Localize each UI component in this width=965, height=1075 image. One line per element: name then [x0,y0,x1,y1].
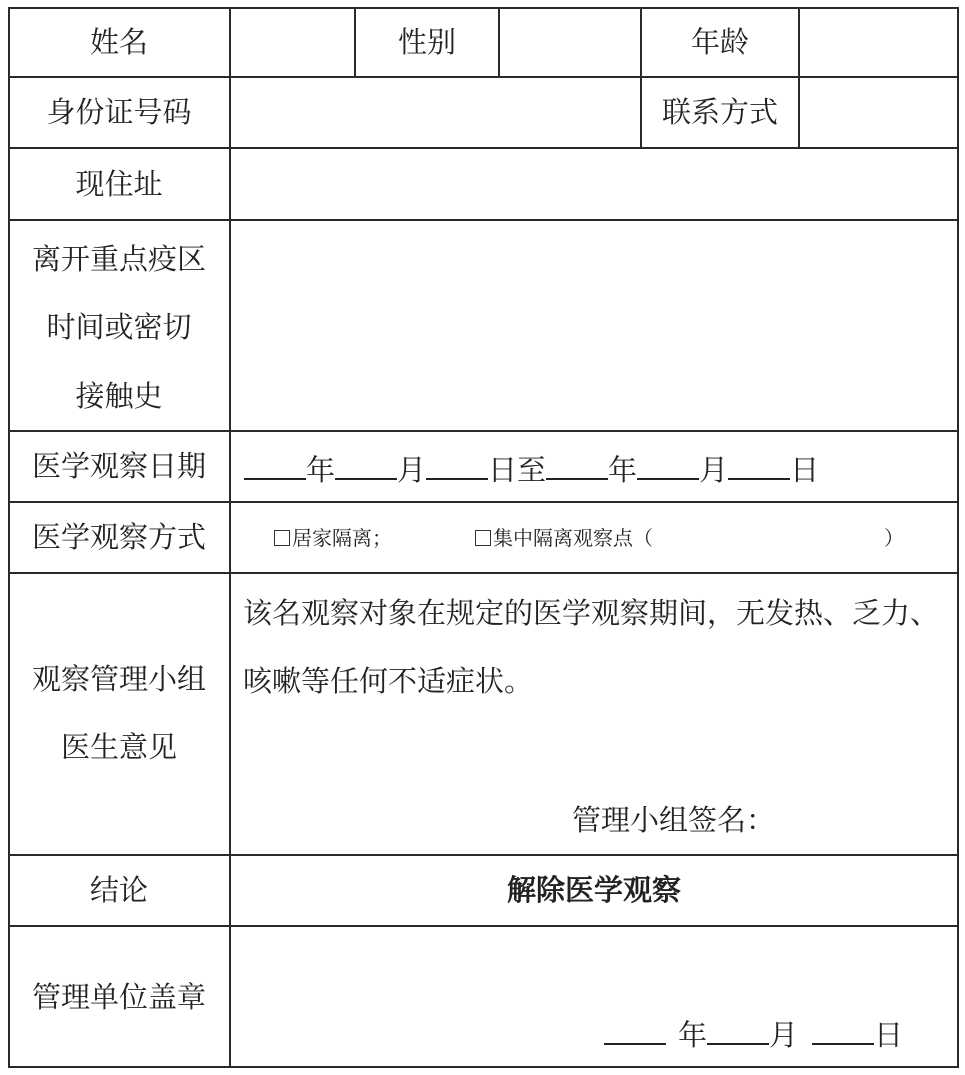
seal-month-blank[interactable] [707,1017,769,1045]
age-field[interactable] [800,9,957,76]
table-rule [8,854,959,856]
table-rule [8,7,10,1068]
table-rule [354,7,356,78]
table-rule [957,7,959,1068]
unit-year: 年 [608,453,638,487]
id-number-field[interactable] [231,78,640,147]
opinion-text-line: 该名观察对象在规定的医学观察期间，无发热、乏力、 [243,596,940,630]
seal-year-blank[interactable] [604,1017,666,1045]
table-rule [8,501,959,503]
unit-seal-label: 管理单位盖章 [31,980,207,1014]
unit-day: 日 [790,453,820,487]
unit-month: 月 [397,453,427,487]
contact-history-label-line: 离开重点疫区 [31,242,207,276]
contact-history-label-line: 时间或密切 [46,310,192,344]
address-field[interactable] [231,149,957,219]
signature-label: 管理小组签名： [572,803,776,837]
option-central-label: 集中隔离观察点（ [493,526,653,550]
unit-year: 年 [678,1018,708,1052]
name-field[interactable] [231,9,354,76]
unit-day: 日 [874,1018,904,1052]
end-month-blank[interactable] [637,452,699,480]
contact-field[interactable] [800,78,957,147]
age-label: 年龄 [690,25,750,59]
start-day-blank[interactable] [426,452,488,480]
option-home-isolation[interactable] [274,528,392,548]
address-label: 现住址 [75,167,163,201]
opinion-text-line: 咳嗽等任何不适症状。 [243,664,534,698]
option-central-close: ） [884,526,904,550]
checkbox-icon[interactable] [274,530,290,546]
name-label: 姓名 [89,25,149,59]
unit-year: 年 [306,453,336,487]
contact-label: 联系方式 [661,95,779,129]
observation-method-label: 医学观察方式 [31,520,207,554]
seal-area[interactable] [231,927,957,1007]
seal-date [604,1017,903,1050]
unit-month: 月 [769,1018,799,1052]
checkbox-icon[interactable] [475,530,491,546]
end-year-blank[interactable] [546,452,608,480]
option-central-isolation[interactable] [475,528,653,548]
start-year-blank[interactable] [244,452,306,480]
observation-date-range [244,452,819,485]
unit-day-to: 日至 [488,453,547,487]
option-home-label: 居家隔离； [292,526,392,550]
conclusion-label: 结论 [89,873,149,907]
conclusion-value: 解除医学观察 [506,873,682,907]
id-number-label: 身份证号码 [46,95,192,129]
central-site-field[interactable] [685,518,880,552]
doctor-opinion-label-line: 医生意见 [60,730,178,764]
doctor-opinion-label-line: 观察管理小组 [31,662,207,696]
table-rule [8,572,959,574]
gender-label: 性别 [397,25,457,59]
contact-history-field[interactable] [231,221,957,430]
end-day-blank[interactable] [728,452,790,480]
unit-month: 月 [699,453,729,487]
table-rule [640,7,642,149]
contact-history-label-line: 接触史 [75,379,163,413]
observation-date-label: 医学观察日期 [31,449,207,483]
table-rule [8,1066,959,1068]
seal-day-blank[interactable] [812,1017,874,1045]
start-month-blank[interactable] [335,452,397,480]
gender-field[interactable] [500,9,640,76]
